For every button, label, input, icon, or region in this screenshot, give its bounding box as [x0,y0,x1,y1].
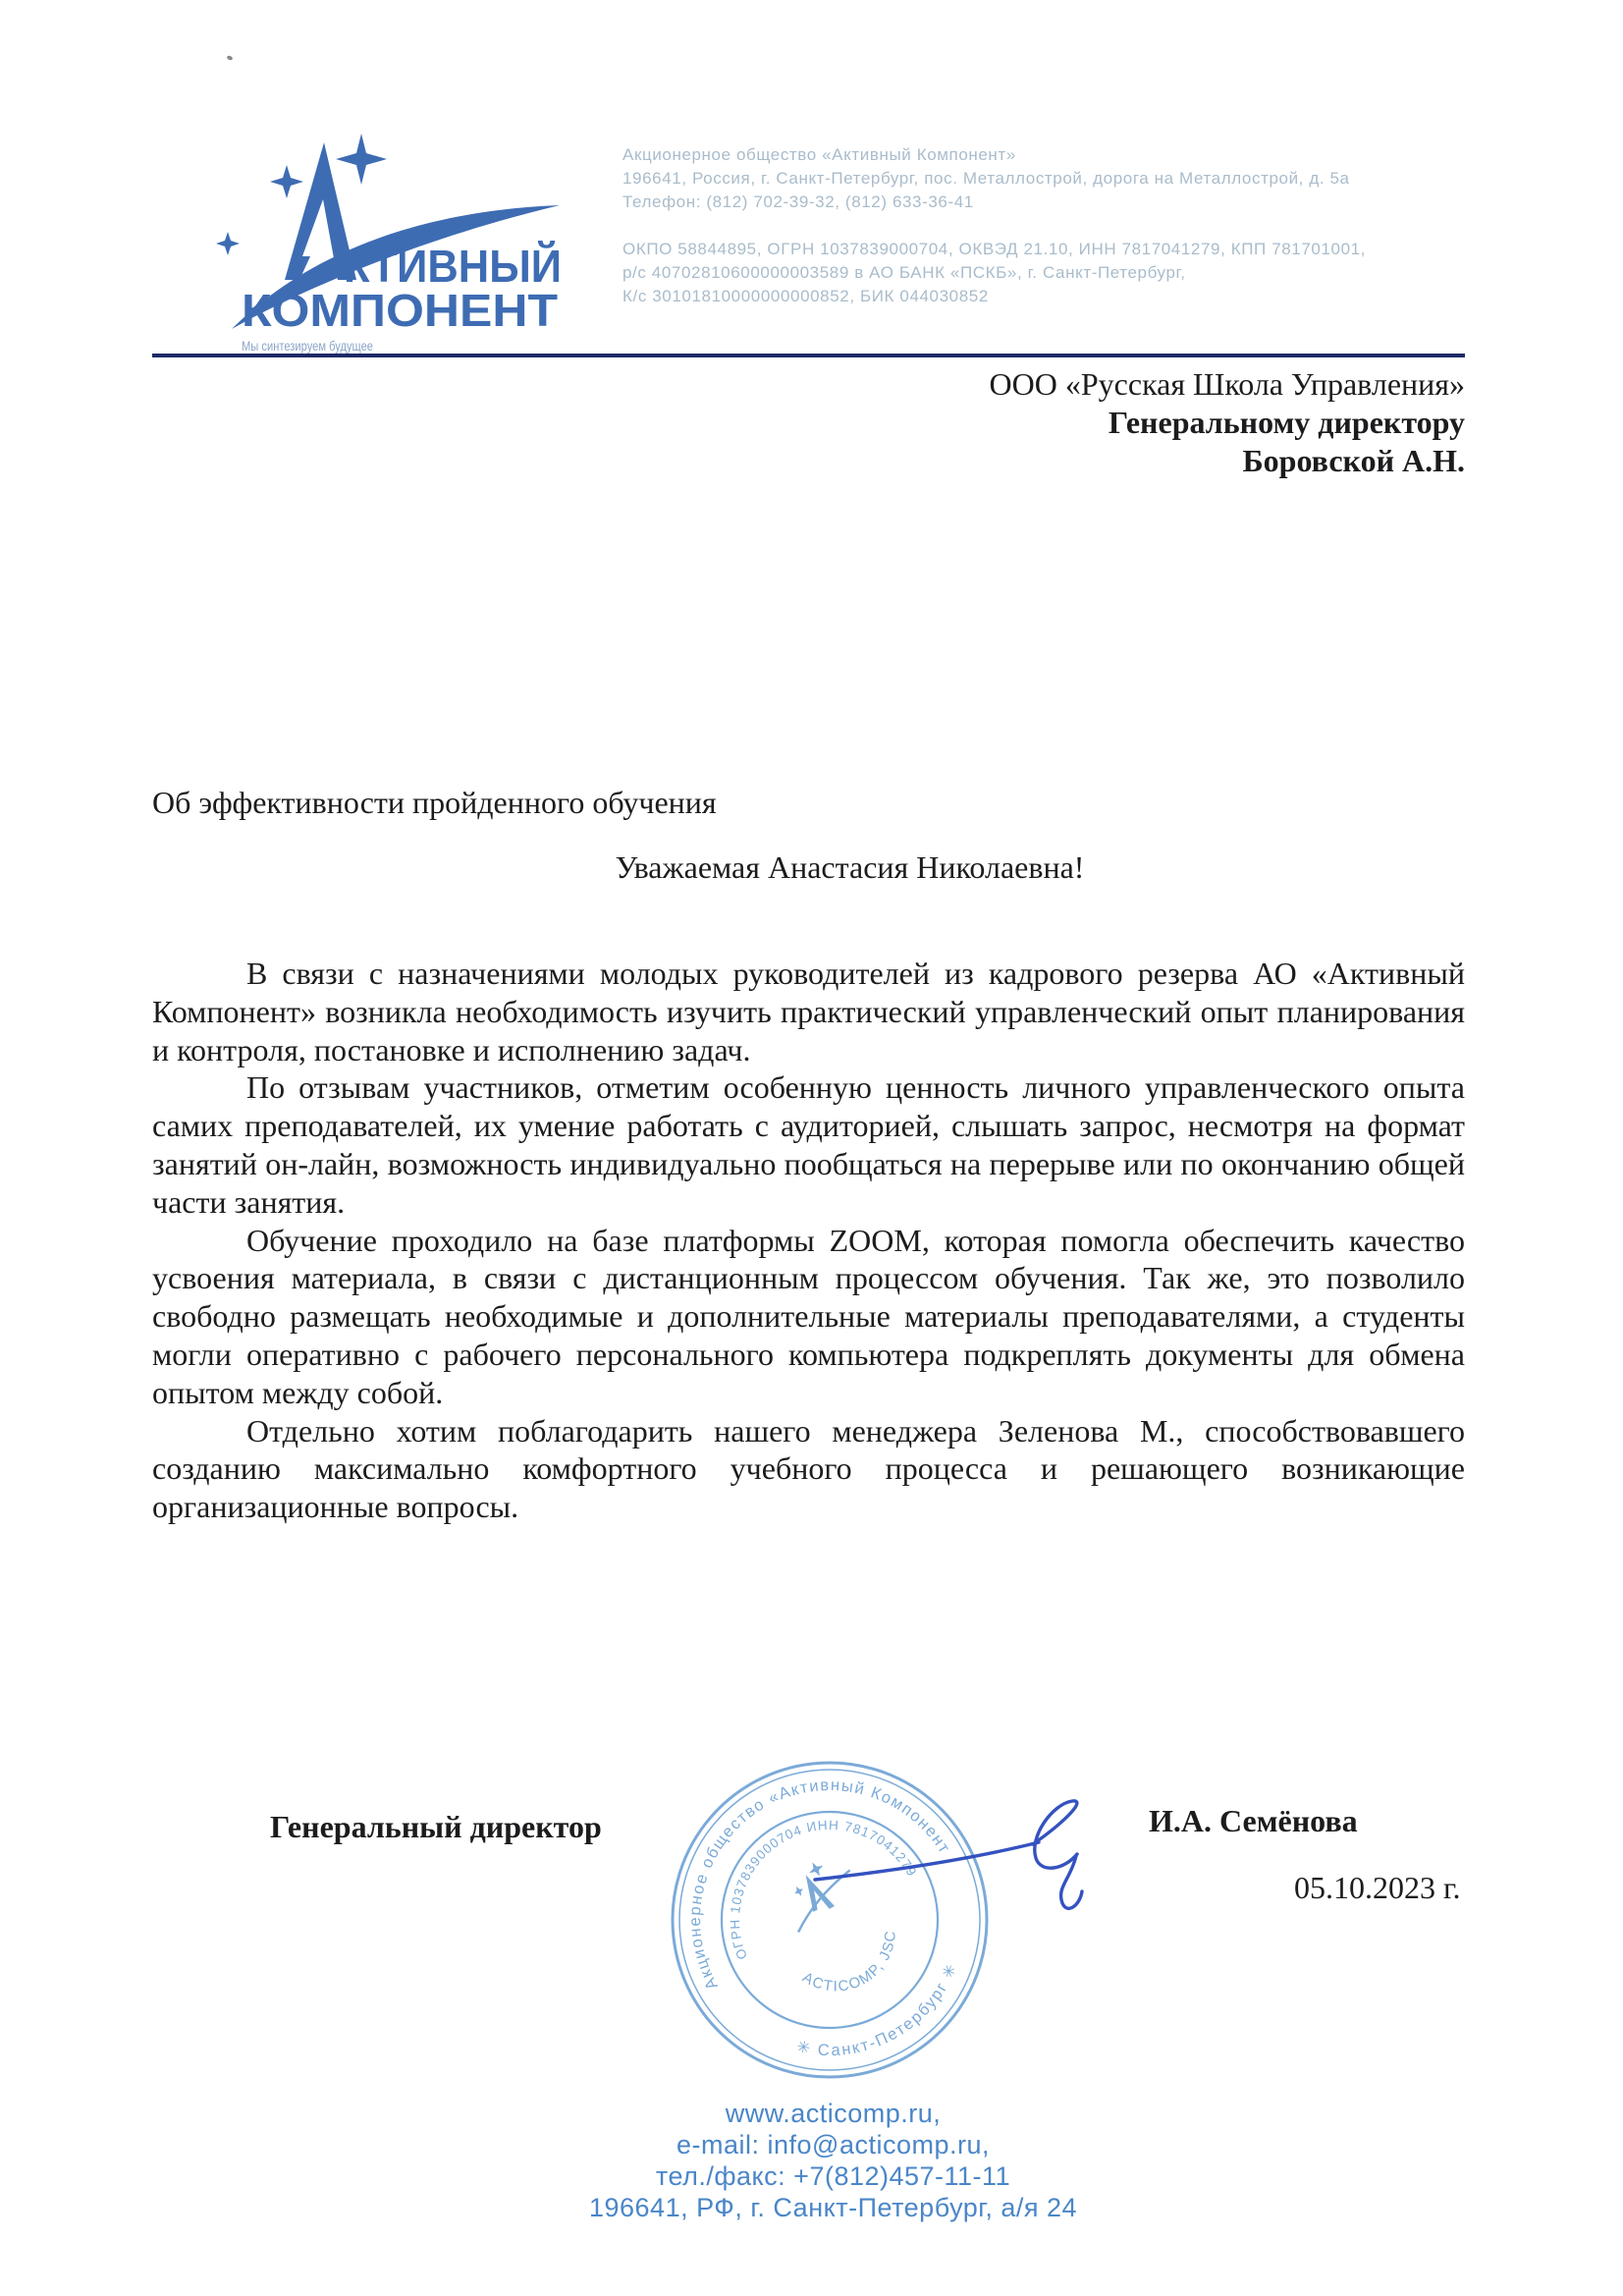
logo-tagline: Мы синтезируем будущее [242,338,374,354]
company-phone-line: Телефон: (812) 702-39-32, (812) 633-36-41 [622,192,974,211]
footer-email: e-mail: info@acticomp.ru, [676,2130,990,2159]
letter-salutation: Уважаемая Анастасия Николаевна! [615,849,1085,885]
handwritten-signature [785,1793,1100,1926]
recipient-company: ООО «Русская Школа Управления» [989,366,1465,402]
stamp-outer-top-text: Акционерное общество «Активный Компонент» [685,1776,954,1994]
footer-phone: тел./факс: +7(812)457-11-11 [655,2161,1011,2191]
logo-word-line1: КТИВНЫЙ [344,241,562,292]
recipient-position: Генеральному директору [1108,405,1465,440]
star-icon [336,134,387,185]
company-requisites-block [622,238,1506,308]
stamp-outer-bottom-text: ✳ Санкт-Петербург ✳ [794,1959,961,2060]
company-address-block [622,143,1506,214]
body-paragraph: Обучение проходило на базе платформы ZOOM, которая помогла обеспечить качество усвоения материала, в связи с дистанционным процессом обучения. Так же, это позволило свободно размещать необходимые и дополнительные материалы преподавателями, а студенты могли оперативно с рабочего персонального компьютера подкреплять документы для обмена опытом между собой. [152,1222,1465,1410]
letterhead-info [622,143,1506,308]
requisites-line: р/с 40702810600000003589 в АО БАНК «ПСКБ», г. Санкт-Петербург, [622,263,1186,282]
requisites-line: ОКПО 58844895, ОГРН 1037839000704, ОКВЭД 21.10, ИНН 7817041279, КПП 781701001, [622,240,1367,258]
recipient-block [589,365,1465,480]
letter-footer [152,2098,1465,2223]
body-paragraph: По отзывам участников, отметим особенную ценность личного управленческого опыта самих преподавателей, их умение работать с аудиторией, слышать запрос, несмотря на формат занятий он-лайн, возможность индивидуально пообщаться на перерыве или по окончанию общей части занятия. [152,1069,1465,1220]
stamp-ogrn-inn-text: ОГРН 1037839000704 ИНН 7817041279 [727,1817,920,1962]
star-icon [216,232,240,255]
footer-postal: 196641, РФ, г. Санкт-Петербург, а/я 24 [588,2193,1078,2222]
company-logo [155,83,568,368]
scan-artifact-dot [226,55,233,61]
company-name-line: Акционерное общество «Активный Компонент» [622,145,1016,164]
letter-subject: Об эффективности пройденного обучения [152,785,717,820]
body-paragraph: В связи с назначениями молодых руководителей из кадрового резерва АО «Активный Компонент» возникла необходимость изучить практический управленческий опыт планирования и контроля, постановке и исполнению задач. [152,956,1465,1067]
company-address-line: 196641, Россия, г. Санкт-Петербург, пос. Металлострой, дорога на Металлострой, д. 5а [622,169,1350,188]
recipient-name: Боровской А.Н. [1242,443,1465,478]
footer-website: www.acticomp.ru, [725,2099,942,2128]
letterhead-divider [152,354,1465,357]
body-paragraph: Отдельно хотим поблагодарить нашего менеджера Зеленова М., способствовавшего созданию максимально комфортного учебного процесса и решающего возникающие организационные вопросы. [152,1412,1465,1525]
signer-title: Генеральный директор [270,1809,602,1844]
letter-body [152,955,1465,1526]
letter-date: 05.10.2023 г. [1294,1870,1461,1905]
requisites-line: К/с 30101810000000000852, БИК 044030852 [622,287,989,305]
signer-name: И.А. Семёнова [1149,1803,1358,1838]
logo-word-line2: КОМПОНЕНТ [242,285,558,336]
stamp-acticomp-text: ACTICOMP, JSC [799,1929,899,1995]
star-icon [270,165,303,198]
